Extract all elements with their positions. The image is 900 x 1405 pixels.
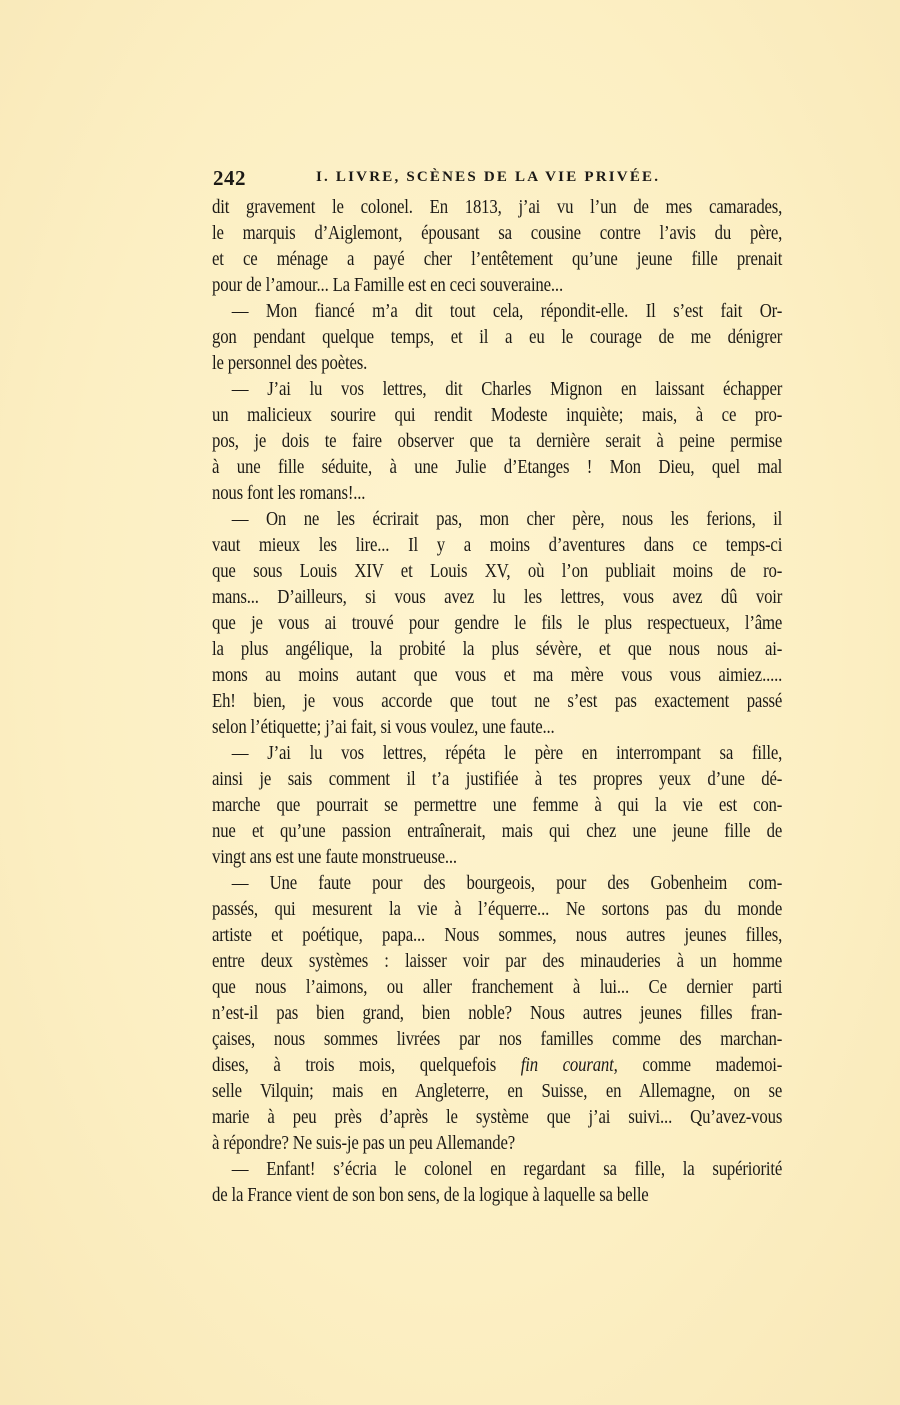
- text-line: et ce ménage a payé cher l’entêtement qu’une jeune fille prenait: [212, 249, 783, 270]
- text-line: — Une faute pour des bourgeois, pour des Gobenheim com-: [231, 873, 783, 894]
- text-line: — J’ai lu vos lettres, dit Charles Mignon en laissant échapper: [231, 379, 783, 400]
- page-number: 242: [213, 166, 246, 190]
- text-line: — On ne les écrirait pas, mon cher père, nous les ferions, il: [231, 509, 783, 530]
- paragraph: [212, 1157, 782, 1209]
- italic-phrase: fin courant,: [520, 1055, 618, 1076]
- text-line: dises, à trois mois, quelquefois fin courant, comme mademoi-: [212, 1055, 783, 1076]
- text-line: vingt ans est une faute monstrueuse...: [212, 847, 457, 868]
- text-line: selon l’étiquette; j’ai fait, si vous voulez, une faute...: [212, 717, 555, 738]
- text-line: çaises, nous sommes livrées par nos familles comme des marchan-: [212, 1029, 783, 1050]
- text-line: — Enfant! s’écria le colonel en regardant sa fille, la supériorité: [231, 1159, 783, 1180]
- text-line: à une fille séduite, à une Julie d’Etanges ! Mon Dieu, quel mal: [212, 457, 783, 478]
- text-line: selle Vilquin; mais en Angleterre, en Suisse, en Allemagne, on se: [212, 1081, 783, 1102]
- text-line: passés, qui mesurent la vie à l’équerre... Ne sortons pas du monde: [212, 899, 783, 920]
- page-header: [213, 166, 783, 192]
- text-line: entre deux systèmes : laisser voir par des minauderies à un homme: [212, 951, 783, 972]
- text-line: mans... D’ailleurs, si vous avez lu les lettres, vous avez dû voir: [212, 587, 783, 608]
- text-line: — Mon fiancé m’a dit tout cela, répondit-elle. Il s’est fait Or-: [231, 301, 783, 322]
- text-line: artiste et poétique, papa... Nous sommes, nous autres jeunes filles,: [212, 925, 783, 946]
- text-line: Eh! bien, je vous accorde que tout ne s’est pas exactement passé: [212, 691, 783, 712]
- text-line: marche que pourrait se permettre une femme à qui la vie est con-: [212, 795, 783, 816]
- text-line: un malicieux sourire qui rendit Modeste inquiète; mais, à ce pro-: [212, 405, 783, 426]
- text-line: vaut mieux les lire... Il y a moins d’aventures dans ce temps-ci: [212, 535, 783, 556]
- text-line: le marquis d’Aiglemont, épousant sa cousine contre l’avis du père,: [212, 223, 783, 244]
- text-line: que nous l’aimons, ou aller franchement à lui... Ce dernier parti: [212, 977, 783, 998]
- text-line: que sous Louis XIV et Louis XV, où l’on publiait moins de ro-: [212, 561, 783, 582]
- paragraph: [212, 377, 782, 507]
- text-line: pour de l’amour... La Famille est en ceci souveraine...: [212, 275, 563, 296]
- text-line: la plus angélique, la probité la plus sévère, et que nous nous ai-: [212, 639, 783, 660]
- text-line: pos, je dois te faire observer que ta dernière serait à peine permise: [212, 431, 783, 452]
- text-line: le personnel des poètes.: [212, 353, 368, 374]
- body-text: [212, 195, 782, 1209]
- paragraph: [212, 195, 782, 299]
- text-line: marie à peu près d’après le système que j’ai suivi... Qu’avez-vous: [212, 1107, 783, 1128]
- text-line: — J’ai lu vos lettres, répéta le père en interrompant sa fille,: [231, 743, 783, 764]
- text-line: nue et qu’une passion entraînerait, mais qui chez une jeune fille de: [212, 821, 783, 842]
- paragraph: [212, 507, 782, 741]
- text-line: de la France vient de son bon sens, de la logique à laquelle sa belle: [212, 1185, 649, 1206]
- text-line: dit gravement le colonel. En 1813, j’ai vu l’un de mes camarades,: [212, 197, 783, 218]
- text-line: n’est-il pas bien grand, bien noble? Nous autres jeunes filles fran-: [212, 1003, 783, 1024]
- running-head: I. LIVRE, SCÈNES DE LA VIE PRIVÉE.: [316, 169, 661, 185]
- paragraph: [212, 871, 782, 1157]
- text-line: ainsi je sais comment il t’a justifiée à tes propres yeux d’une dé-: [212, 769, 783, 790]
- text-line: que je vous ai trouvé pour gendre le fils le plus respectueux, l’âme: [212, 613, 783, 634]
- text-line: gon pendant quelque temps, et il a eu le courage de me dénigrer: [212, 327, 783, 348]
- text-line: nous font les romans!...: [212, 483, 366, 504]
- text-line: à répondre? Ne suis-je pas un peu Allemande?: [212, 1133, 516, 1154]
- text-line: mons au moins autant que vous et ma mère vous vous aimiez.....: [212, 665, 783, 686]
- paragraph: [212, 741, 782, 871]
- paragraph: [212, 299, 782, 377]
